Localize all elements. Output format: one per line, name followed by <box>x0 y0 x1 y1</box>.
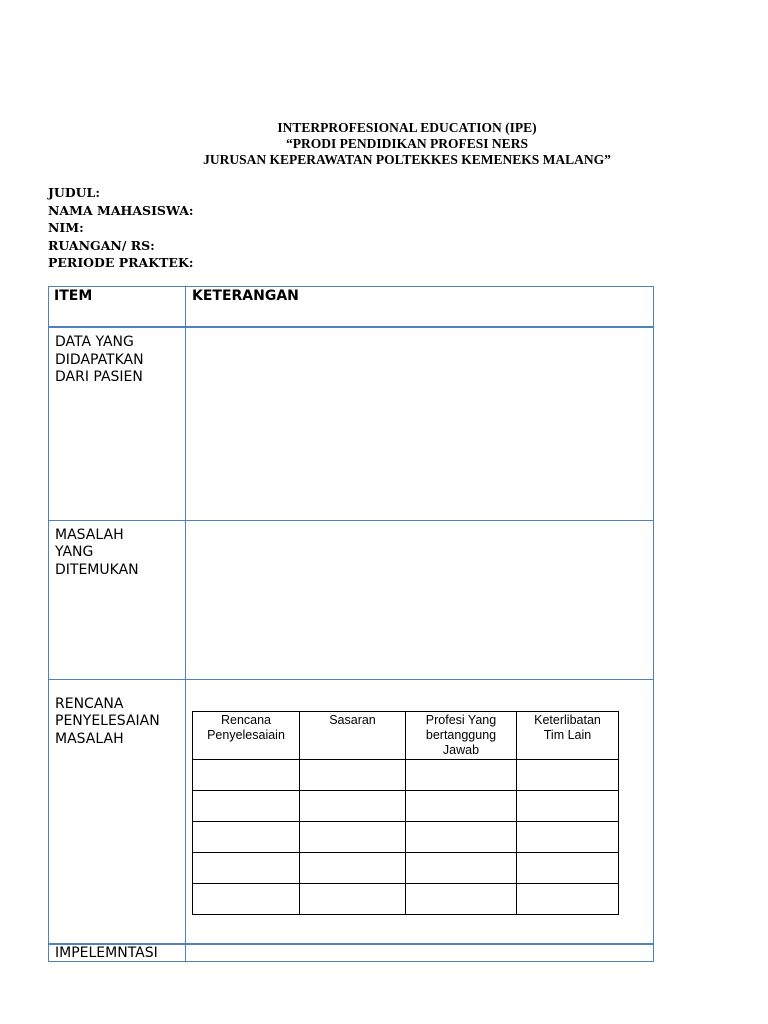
table-cell[interactable] <box>193 883 300 914</box>
table-cell[interactable] <box>405 759 516 790</box>
table-cell[interactable] <box>193 852 300 883</box>
col-sasaran <box>300 711 406 759</box>
table-cell[interactable] <box>405 790 516 821</box>
col-profesi <box>405 711 516 759</box>
label-line: DITEMUKAN <box>55 561 139 578</box>
table-cell[interactable] <box>193 759 300 790</box>
label-line: MASALAH <box>55 730 124 747</box>
table-row <box>193 759 619 790</box>
header-text: Penyelesaiain <box>207 727 285 742</box>
keterangan-masalah-cell[interactable] <box>186 520 654 679</box>
table-cell[interactable] <box>517 883 619 914</box>
header-text: Sasaran <box>329 712 376 727</box>
label-cell-data <box>49 327 186 520</box>
table-cell[interactable] <box>405 821 516 852</box>
col-keterlibatan <box>517 711 619 759</box>
label-cell-implementasi <box>49 944 186 962</box>
label-cell-masalah <box>49 520 186 679</box>
label-rencana <box>49 680 185 749</box>
header-text: bertanggung <box>425 727 497 742</box>
table-cell[interactable] <box>517 790 619 821</box>
header-text: Tim Lain <box>543 727 592 742</box>
field-nim: NIM: <box>48 220 84 235</box>
table-row <box>193 790 619 821</box>
row-rencana <box>49 679 654 944</box>
table-cell[interactable] <box>517 821 619 852</box>
table-row <box>193 821 619 852</box>
label-masalah <box>49 521 185 580</box>
label-line: MASALAH <box>55 526 124 543</box>
ipe-form-table <box>48 286 654 962</box>
table-cell[interactable] <box>193 821 300 852</box>
table-cell[interactable] <box>517 759 619 790</box>
rencana-table-header <box>193 711 619 759</box>
label-data-pasien <box>49 328 185 387</box>
header-text: Rencana <box>220 712 272 727</box>
keterangan-data-cell[interactable] <box>186 327 654 520</box>
label-implementasi: IMPELEMNTASI <box>55 945 158 961</box>
table-cell[interactable] <box>300 759 406 790</box>
label-line: DATA YANG <box>55 334 134 350</box>
col-rencana-penyelesaian <box>193 711 300 759</box>
header-item: ITEM <box>54 288 93 304</box>
table-cell[interactable] <box>405 883 516 914</box>
row-data-pasien <box>49 327 654 520</box>
label-line: RENCANA <box>55 695 124 712</box>
header-text: Profesi Yang <box>425 712 497 727</box>
rencana-table-wrap <box>186 680 653 915</box>
header-text: Keterlibatan <box>534 712 601 727</box>
table-cell[interactable] <box>300 790 406 821</box>
header-line-1: INTERPROFESIONAL EDUCATION (IPE) <box>277 120 537 135</box>
table-cell[interactable] <box>300 883 406 914</box>
header-item-cell <box>49 287 186 328</box>
label-line: PENYELESAIAN <box>55 713 160 729</box>
table-cell[interactable] <box>517 852 619 883</box>
header-keterangan: KETERANGAN <box>192 288 299 304</box>
row-implementasi <box>49 944 654 962</box>
table-cell[interactable] <box>300 852 406 883</box>
field-ruangan: RUANGAN/ RS: <box>48 237 155 253</box>
label-line: DIDAPATKAN <box>55 351 144 368</box>
table-header-row <box>49 287 654 328</box>
field-periode-praktek: PERIODE PRAKTEK: <box>48 255 194 270</box>
label-cell-rencana <box>49 679 186 944</box>
row-masalah <box>49 520 654 679</box>
field-judul: JUDUL: <box>48 185 100 200</box>
rencana-table <box>192 711 619 915</box>
table-cell[interactable] <box>193 790 300 821</box>
keterangan-implementasi-cell[interactable] <box>186 944 654 962</box>
table-cell[interactable] <box>405 852 516 883</box>
label-line: YANG <box>55 544 94 560</box>
header-text: Jawab <box>442 742 480 757</box>
identity-fields <box>48 184 194 272</box>
document-header <box>0 120 768 168</box>
header-keterangan-cell <box>186 287 654 328</box>
field-nama-mahasiswa: NAMA MAHASISWA: <box>48 202 194 218</box>
table-cell[interactable] <box>300 821 406 852</box>
table-row <box>193 883 619 914</box>
label-line: DARI PASIEN <box>55 369 143 385</box>
header-line-3: JURUSAN KEPERAWATAN POLTEKKES KEMENEKS MALANG” <box>203 152 611 167</box>
keterangan-rencana-cell <box>186 679 654 944</box>
table-row <box>193 852 619 883</box>
header-line-2: “PRODI PENDIDIKAN PROFESI NERS <box>286 136 528 151</box>
